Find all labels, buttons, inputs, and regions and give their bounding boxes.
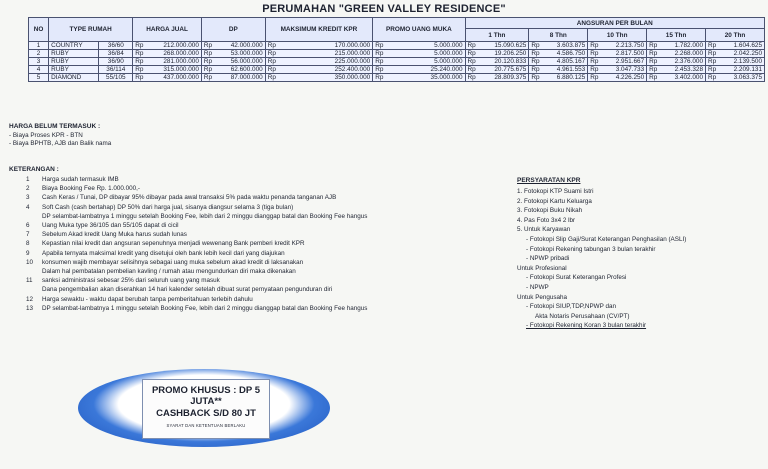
persyaratan-heading: PERSYARATAN KPR bbox=[517, 177, 581, 184]
cell-currency: Rp bbox=[265, 74, 279, 82]
persyaratan-item: - NPWP pribadi bbox=[526, 255, 570, 263]
persyaratan-item: 1. Fotokopi KTP Suami Istri bbox=[517, 188, 594, 195]
keterangan-item bbox=[26, 193, 496, 202]
cell-currency: Rp bbox=[529, 50, 543, 58]
keterangan-item bbox=[26, 221, 496, 230]
keterangan-item bbox=[26, 285, 496, 294]
cell-currency: Rp bbox=[265, 66, 279, 74]
keterangan-number: 3 bbox=[26, 194, 30, 202]
cell-currency: Rp bbox=[201, 66, 215, 74]
cell-dp: 42.000.000 bbox=[215, 42, 265, 50]
cell-a8: 3.603.875 bbox=[542, 42, 587, 50]
cell-price: 268.000.000 bbox=[146, 50, 201, 58]
cell-name: COUNTRY bbox=[49, 42, 99, 50]
cell-name: RUBY bbox=[49, 58, 99, 66]
cell-a10: 2.951.667 bbox=[601, 58, 646, 66]
keterangan-text: sanksi administrasi sebesar 25% dari seluruh uang yang masuk bbox=[42, 277, 220, 285]
keterangan-item bbox=[26, 203, 496, 212]
cell-a8: 6.880.125 bbox=[542, 74, 587, 82]
cell-a1: 20.775.675 bbox=[479, 66, 529, 74]
cell-dp: 56.000.000 bbox=[215, 58, 265, 66]
keterangan-text: Kepastian nilai kredit dan angsuran sepenuhnya menjadi wewenang Bank pemberi kredit KPR bbox=[42, 240, 305, 248]
persyaratan-item: 5. Untuk Karyawan bbox=[517, 226, 571, 234]
keterangan-number: 2 bbox=[26, 185, 30, 193]
keterangan-text: Cash Keras / Tunai, DP dibayar 95% dibayar pada awal transaksi 5% pada waktu penanda tanganan AJB bbox=[42, 194, 337, 202]
keterangan-text: Apabila ternyata maksimal kredit yang disetujui oleh bank lebih kecil dari yang diajukan bbox=[42, 249, 285, 257]
cell-a8: 4.805.167 bbox=[542, 58, 587, 66]
persyaratan-item: - Fotokopi Rekening tabungan 3 bulan terakhir bbox=[526, 245, 656, 253]
cell-currency: Rp bbox=[373, 66, 387, 74]
cell-currency: Rp bbox=[706, 66, 720, 74]
harga-belum-item: - Biaya BPHTB, AJB dan Balik nama bbox=[9, 140, 112, 147]
cell-currency: Rp bbox=[465, 42, 479, 50]
table-row bbox=[29, 58, 765, 66]
cell-a1: 20.120.833 bbox=[479, 58, 529, 66]
keterangan-item bbox=[26, 249, 496, 258]
keterangan-text: Soft Cash (cash bertahap) DP 50% dari harga jual, sisanya diangsur selama 3 (tiga bulan) bbox=[42, 203, 294, 211]
promo-box bbox=[142, 379, 270, 439]
keterangan-text: Harga sudah termasuk IMB bbox=[42, 176, 119, 183]
price-table bbox=[28, 17, 765, 82]
cell-a10: 4.226.250 bbox=[601, 74, 646, 82]
col-dp: DP bbox=[201, 18, 265, 42]
persyaratan-item: 2. Fotokopi Kartu Keluarga bbox=[517, 197, 592, 205]
persyaratan-item: 3. Fotokopi Buku Nikah bbox=[517, 207, 583, 215]
cell-currency: Rp bbox=[588, 74, 602, 82]
cell-currency: Rp bbox=[706, 58, 720, 66]
persyaratan-item: - Fotokopi SIUP,TDP,NPWP dan bbox=[526, 303, 616, 311]
keterangan-item bbox=[26, 239, 496, 248]
cell-a15: 2.376.000 bbox=[660, 58, 705, 66]
keterangan-item bbox=[26, 258, 496, 267]
cell-a15: 2.268.000 bbox=[660, 50, 705, 58]
keterangan-number: 11 bbox=[26, 277, 33, 285]
keterangan-item bbox=[26, 295, 496, 304]
keterangan-number: 8 bbox=[26, 240, 30, 248]
keterangan-text: konsumen wajib membayar selisihnya sebagai uang muka sebelum akad kredit di laksanakan bbox=[42, 258, 304, 266]
cell-currency: Rp bbox=[201, 74, 215, 82]
cell-currency: Rp bbox=[647, 58, 661, 66]
keterangan-number: 9 bbox=[26, 249, 30, 257]
cell-kpr: 170.000.000 bbox=[279, 42, 373, 50]
cell-currency: Rp bbox=[647, 66, 661, 74]
cell-currency: Rp bbox=[373, 74, 387, 82]
cell-a20: 2.139.500 bbox=[719, 58, 764, 66]
persyaratan-item: - NPWP bbox=[526, 283, 549, 291]
keterangan-number bbox=[26, 212, 42, 221]
cell-a1: 28.809.375 bbox=[479, 74, 529, 82]
cell-type: 36/114 bbox=[99, 66, 133, 74]
cell-type: 55/105 bbox=[99, 74, 133, 82]
persyaratan-item: 4. Pas Foto 3x4 2 lbr bbox=[517, 216, 576, 224]
cell-promo: 5.000.000 bbox=[386, 58, 465, 66]
keterangan-number: 10 bbox=[26, 258, 34, 266]
keterangan-item bbox=[26, 230, 496, 239]
keterangan-text: Uang Muka type 36/105 dan 55/105 dapat di cicil bbox=[42, 222, 179, 230]
cell-currency: Rp bbox=[706, 74, 720, 82]
cell-currency: Rp bbox=[529, 58, 543, 66]
cell-currency: Rp bbox=[465, 50, 479, 58]
table-row bbox=[29, 74, 765, 82]
cell-no: 5 bbox=[29, 74, 49, 82]
col-kpr: MAKSIMUM KREDIT KPR bbox=[265, 18, 372, 42]
promo-line-cashback: CASHBACK S/D 80 JT bbox=[156, 408, 256, 419]
cell-currency: Rp bbox=[201, 42, 215, 50]
cell-dp: 87.000.000 bbox=[215, 74, 265, 82]
keterangan-number bbox=[26, 267, 42, 276]
harga-belum-heading: HARGA BELUM TERMASUK : bbox=[9, 123, 101, 130]
keterangan-item bbox=[26, 212, 496, 221]
keterangan-number: 13 bbox=[26, 304, 34, 312]
keterangan-heading: KETERANGAN : bbox=[9, 166, 59, 173]
col-promo: PROMO UANG MUKA bbox=[373, 18, 465, 42]
cell-no: 2 bbox=[29, 50, 49, 58]
cell-currency: Rp bbox=[265, 58, 279, 66]
keterangan-text: Harga sewaktu - waktu dapat berubah tanpa pemberitahuan terlebih dahulu bbox=[42, 295, 253, 303]
persyaratan-item: Untuk Profesional bbox=[517, 264, 567, 272]
cell-a1: 15.090.625 bbox=[479, 42, 529, 50]
col-year-20: 20 Thn bbox=[706, 29, 765, 42]
cell-a8: 4.961.553 bbox=[542, 66, 587, 74]
cell-currency: Rp bbox=[529, 74, 543, 82]
cell-type: 36/90 bbox=[99, 58, 133, 66]
cell-currency: Rp bbox=[465, 58, 479, 66]
keterangan-text: DP selambat-lambatnya 1 minggu setelah Booking Fee, lebih dari 2 minggu dianggap batal dan Booking Fee hangus bbox=[42, 212, 368, 220]
keterangan-item bbox=[26, 276, 496, 285]
page-title: PERUMAHAN "GREEN VALLEY RESIDENCE" bbox=[262, 3, 506, 15]
keterangan-number: 4 bbox=[26, 203, 30, 211]
cell-currency: Rp bbox=[588, 58, 602, 66]
keterangan-item bbox=[26, 175, 496, 184]
harga-belum-item: - Biaya Proses KPR - BTN bbox=[9, 132, 83, 139]
col-year-15: 15 Thn bbox=[647, 29, 706, 42]
cell-a20: 3.063.375 bbox=[719, 74, 764, 82]
cell-currency: Rp bbox=[133, 42, 147, 50]
cell-currency: Rp bbox=[133, 58, 147, 66]
col-angsuran: ANGSURAN PER BULAN bbox=[465, 18, 764, 29]
keterangan-item bbox=[26, 184, 496, 193]
cell-currency: Rp bbox=[201, 50, 215, 58]
cell-no: 1 bbox=[29, 42, 49, 50]
persyaratan-item: - Fotokopi Rekening Koran 3 bulan terakhir bbox=[526, 322, 647, 330]
keterangan-number: 1 bbox=[26, 176, 30, 183]
col-year-8: 8 Thn bbox=[529, 29, 588, 42]
cell-currency: Rp bbox=[373, 50, 387, 58]
keterangan-number: 12 bbox=[26, 295, 34, 303]
persyaratan-item: Untuk Pengusaha bbox=[517, 293, 568, 301]
cell-a10: 3.047.733 bbox=[601, 66, 646, 74]
cell-currency: Rp bbox=[647, 50, 661, 58]
table-row bbox=[29, 50, 765, 58]
cell-currency: Rp bbox=[133, 66, 147, 74]
cell-a15: 3.402.000 bbox=[660, 74, 705, 82]
cell-currency: Rp bbox=[465, 66, 479, 74]
keterangan-text: Biaya Booking Fee Rp. 1.000.000,- bbox=[42, 185, 141, 193]
keterangan-number bbox=[26, 285, 42, 294]
cell-currency: Rp bbox=[588, 66, 602, 74]
keterangan-item bbox=[26, 304, 496, 313]
cell-currency: Rp bbox=[133, 50, 147, 58]
keterangan-number: 7 bbox=[26, 231, 30, 239]
cell-a1: 19.206.250 bbox=[479, 50, 529, 58]
cell-price: 437.000.000 bbox=[146, 74, 201, 82]
persyaratan-item: Akta Notaris Perusahaan (CV/PT) bbox=[535, 312, 630, 320]
cell-name: RUBY bbox=[49, 66, 99, 74]
promo-line-dp: PROMO KHUSUS : DP 5 JUTA** bbox=[151, 385, 261, 407]
cell-currency: Rp bbox=[133, 74, 147, 82]
cell-currency: Rp bbox=[706, 42, 720, 50]
cell-currency: Rp bbox=[201, 58, 215, 66]
cell-a8: 4.586.750 bbox=[542, 50, 587, 58]
cell-a20: 2.209.131 bbox=[719, 66, 764, 74]
cell-kpr: 225.000.000 bbox=[279, 58, 373, 66]
keterangan-text: Dana pengembalian akan diserahkan 14 hari kalender setelah dibuat surat pernyataan pengunduran diri bbox=[42, 286, 333, 294]
cell-currency: Rp bbox=[529, 66, 543, 74]
persyaratan-item: - Fotokopi Surat Keterangan Profesi bbox=[526, 274, 627, 282]
cell-currency: Rp bbox=[588, 50, 602, 58]
keterangan-text: Sebelum Akad kredit Uang Muka harus sudah lunas bbox=[42, 231, 187, 239]
table-row bbox=[29, 42, 765, 50]
cell-promo: 25.240.000 bbox=[386, 66, 465, 74]
promo-line-terms: SYARAT DAN KETENTUAN BERLAKU bbox=[166, 423, 246, 428]
cell-dp: 62.600.000 bbox=[215, 66, 265, 74]
cell-a10: 2.817.500 bbox=[601, 50, 646, 58]
cell-currency: Rp bbox=[706, 50, 720, 58]
col-type: TYPE RUMAH bbox=[49, 18, 133, 42]
cell-promo: 5.000.000 bbox=[386, 42, 465, 50]
cell-price: 281.000.000 bbox=[146, 58, 201, 66]
cell-name: DIAMOND bbox=[49, 74, 99, 82]
cell-currency: Rp bbox=[373, 58, 387, 66]
cell-dp: 53.000.000 bbox=[215, 50, 265, 58]
cell-currency: Rp bbox=[647, 74, 661, 82]
cell-price: 212.000.000 bbox=[146, 42, 201, 50]
keterangan-text: Dalam hal pembatalan pembelian kavling / rumah atau mengundurkan diri maka dikenakan bbox=[42, 268, 296, 276]
cell-currency: Rp bbox=[588, 42, 602, 50]
cell-no: 4 bbox=[29, 66, 49, 74]
cell-kpr: 252.400.000 bbox=[279, 66, 373, 74]
cell-currency: Rp bbox=[373, 42, 387, 50]
cell-currency: Rp bbox=[529, 42, 543, 50]
cell-promo: 5.000.000 bbox=[386, 50, 465, 58]
keterangan-number: 6 bbox=[26, 222, 30, 230]
harga-belum-list bbox=[9, 132, 111, 148]
cell-type: 36/84 bbox=[99, 50, 133, 58]
cell-promo: 35.000.000 bbox=[386, 74, 465, 82]
cell-name: RUBY bbox=[49, 50, 99, 58]
col-no: NO bbox=[29, 18, 49, 42]
cell-a20: 1.604.625 bbox=[719, 42, 764, 50]
keterangan-list bbox=[26, 175, 496, 313]
keterangan-text: DP selambat-lambatnya 1 minggu setelah Booking Fee, lebih dari 2 minggu dianggap batal dan Booking Fee hangus bbox=[42, 304, 368, 312]
cell-kpr: 215.000.000 bbox=[279, 50, 373, 58]
col-price: HARGA JUAL bbox=[133, 18, 202, 42]
cell-a15: 1.782.000 bbox=[660, 42, 705, 50]
cell-no: 3 bbox=[29, 58, 49, 66]
table-row bbox=[29, 66, 765, 74]
cell-currency: Rp bbox=[265, 50, 279, 58]
persyaratan-list bbox=[517, 187, 762, 331]
cell-a15: 2.453.328 bbox=[660, 66, 705, 74]
cell-currency: Rp bbox=[647, 42, 661, 50]
col-year-1: 1 Thn bbox=[465, 29, 529, 42]
cell-type: 36/60 bbox=[99, 42, 133, 50]
keterangan-item bbox=[26, 267, 496, 276]
persyaratan-item: - Fotokopi Slip Gaji/Surat Keterangan Penghasilan (ASLI) bbox=[526, 235, 687, 243]
cell-currency: Rp bbox=[465, 74, 479, 82]
cell-a10: 2.213.750 bbox=[601, 42, 646, 50]
cell-price: 315.000.000 bbox=[146, 66, 201, 74]
cell-currency: Rp bbox=[265, 42, 279, 50]
cell-a20: 2.042.250 bbox=[719, 50, 764, 58]
col-year-10: 10 Thn bbox=[588, 29, 647, 42]
cell-kpr: 350.000.000 bbox=[279, 74, 373, 82]
